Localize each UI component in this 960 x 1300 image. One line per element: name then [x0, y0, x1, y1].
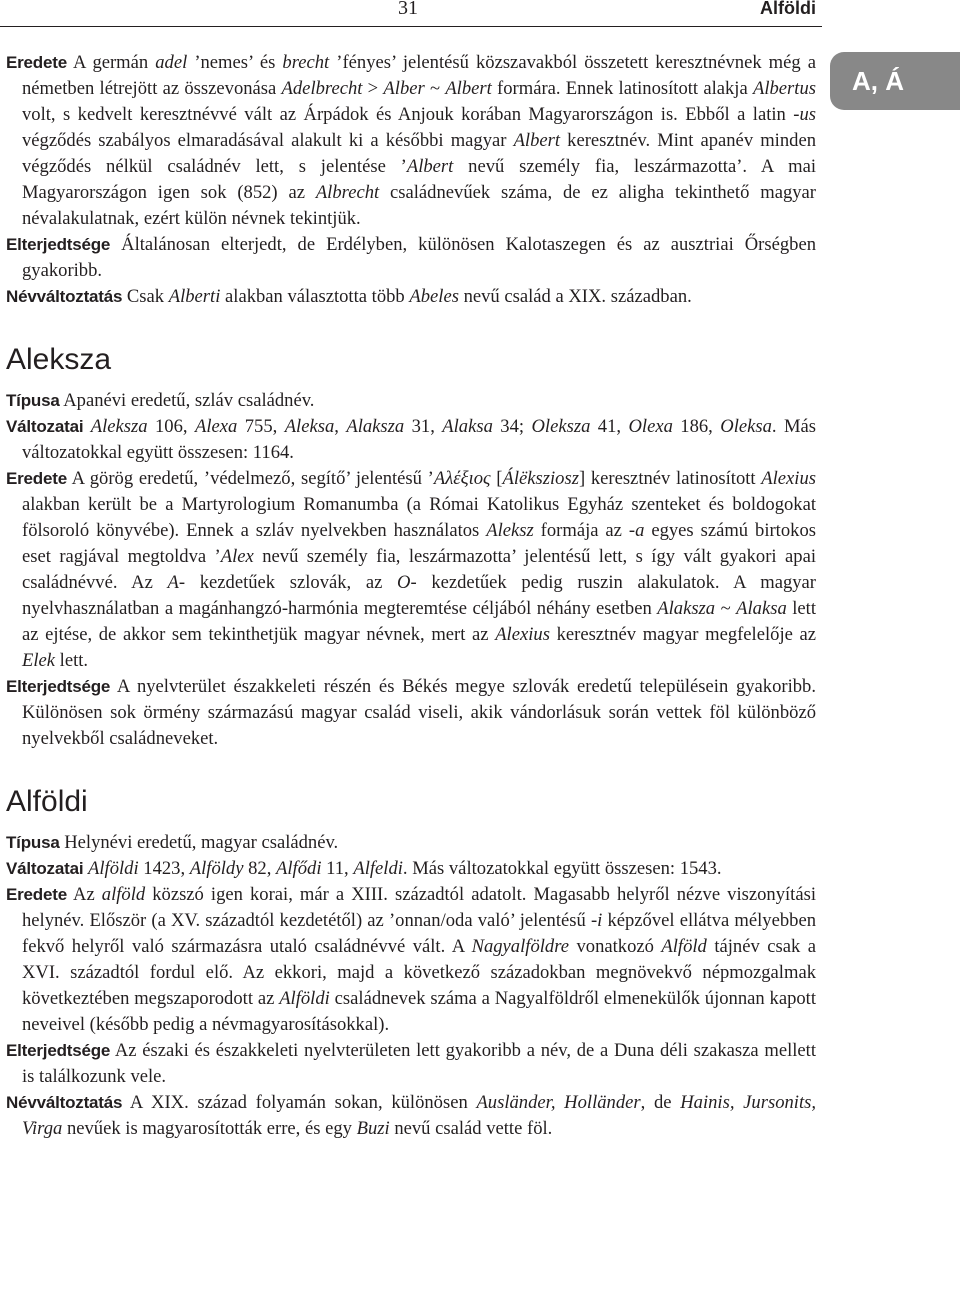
italic-term: A- [167, 572, 186, 593]
name-change-paragraph [6, 1090, 816, 1142]
italic-term: Alaksza [346, 416, 405, 437]
type-paragraph [6, 830, 816, 856]
entry-title: Aleksza [6, 343, 112, 376]
text-run: egyes számú birtokos eset ragjával megtoldva ’ [22, 520, 816, 567]
italic-term: Buzi [356, 1118, 390, 1139]
text-run: 186, [672, 416, 721, 437]
text-run: lett az ejtése, de akkor sem tekinthetjük magyar névnek, mert az [22, 598, 817, 645]
italic-term: Aleksz [486, 520, 534, 541]
text-run: vonatkozó [569, 936, 662, 957]
italic-term: adel [155, 52, 188, 73]
field-label: Névváltoztatás [6, 1093, 123, 1112]
italic-term: Alaksa [736, 598, 787, 619]
italic-term: Alföldy [189, 858, 244, 879]
italic-term: -us [793, 104, 816, 125]
text-run: kezdetűek pedig ruszin alakulatok. A magyar nyelvhasználatban a magánhangzó-harmónia megteremtése céljából néhány esetben [22, 572, 816, 619]
text-run: [ [490, 468, 503, 489]
italic-term: Aleksza [90, 416, 148, 437]
text-run: nevűek is magyarosították erre, és egy [62, 1118, 357, 1139]
text-run: nevű család vette föl. [389, 1118, 553, 1139]
text-run: nevű személy fia, leszármazotta’ jelentésű lett, s így vált gyakori apai családnévvé. Az [22, 546, 816, 593]
text-run: keresztnév magyar megfelelője az [549, 624, 817, 645]
italic-term: Alex [220, 546, 254, 567]
text-run: tájnév csak a XVI. századtól fordul elő. Az ekkori, majd a következő századokban megnövekvő népmozgalmak következtében megszaporodott az [22, 936, 816, 1009]
italic-term: Alfődi [276, 858, 322, 879]
running-head: Alföldi [760, 0, 816, 18]
text-run: A XIX. század folyamán sokan, különösen [122, 1092, 477, 1113]
field-label: Elterjedtsége [6, 1041, 111, 1060]
text-run: 34; [492, 416, 532, 437]
italic-term: Alföld [661, 936, 707, 957]
italic-term: Albert [513, 130, 561, 151]
text-run: formára. Ennek latinosított alakja [491, 78, 753, 99]
italic-term: Albrecht [315, 182, 380, 203]
distribution-paragraph [6, 1038, 816, 1090]
text-run: lett. [55, 650, 89, 671]
italic-term: Álëksziosz [502, 468, 579, 489]
type-paragraph [6, 388, 816, 414]
italic-term: Adelbrecht [281, 78, 363, 99]
italic-term: Oleksza [531, 416, 591, 437]
text-run: 11, [321, 858, 354, 879]
text-run: közszó igen korai, már a XIII. századtól adatolt. Magasabb helyről nézve viszonyítási helynév. Először (a XV. századtól kezdetétől) az ’onnan/oda való’ jelentésű [22, 884, 816, 931]
origin-paragraph [6, 50, 816, 232]
distribution-paragraph [6, 674, 816, 752]
text-run: nevű személy fia, leszármazotta’. A mai Magyarországon igen sok (852) az [22, 156, 816, 203]
italic-term: Alexa [194, 416, 238, 437]
text-run: , [334, 416, 347, 437]
field-label: Elterjedtsége [6, 677, 111, 696]
entry-aleksza [6, 342, 816, 752]
italic-term: Albert [406, 156, 454, 177]
italic-term: Nagyalföldre [471, 936, 569, 957]
italic-term: Alber [383, 78, 425, 99]
field-label: Változatai [6, 859, 84, 878]
text-run: Az [66, 884, 102, 905]
italic-term: Alberti [168, 286, 221, 307]
page-number: 31 [398, 0, 418, 19]
text-run: Az északi és északkeleti nyelvterületen lett gyakoribb a név, de a Duna déli szakasza mellett is találkozunk vele. [22, 1040, 816, 1087]
distribution-paragraph [6, 232, 816, 284]
italic-term: Albertus [752, 78, 816, 99]
text-run: . Más változatokkal együtt összesen: 1164. [22, 416, 816, 463]
italic-term: -a [628, 520, 645, 541]
text-run: alakban választotta több [220, 286, 410, 307]
italic-term: Alföldi [88, 858, 139, 879]
text-run: ~ [424, 78, 446, 99]
text-run: képzővel ellátva mélyebben fekvő helyről való származásra utaló családnévvé vált. A [22, 910, 816, 957]
text-run: végződés szabályos elmaradásával alakult ki a későbbi magyar [22, 130, 514, 151]
text-run: ’fényes’ jelentésű közszavakból összetett keresztnévnek még a németben létrejött az összevonása [22, 52, 816, 99]
entry-albert-continuation [6, 50, 816, 310]
text-run: alakban került be a Martyrologium Romanumba (a Római Katolikus Egyház szenteket és boldogokat fölsoroló könyvébe). Ennek a szláv nyelvekben használatos [22, 494, 816, 541]
entry-title: Alföldi [6, 785, 88, 818]
field-label: Eredete [6, 885, 67, 904]
italic-term: Alaksa [442, 416, 493, 437]
variants-paragraph [6, 856, 816, 882]
italic-term: Alföldi [279, 988, 330, 1009]
entry-alfoldi [6, 784, 816, 1142]
italic-term: Olexa [628, 416, 673, 437]
text-run: Csak [122, 286, 169, 307]
text-run: formája az [533, 520, 629, 541]
text-run: volt, s kedvelt keresztnévvé vált az Árpádok és Anjouk korában Magyarországon is. Ebből a latin [22, 104, 794, 125]
italic-term: Αλέξιος [433, 468, 491, 489]
italic-term: brecht [282, 52, 330, 73]
text-run: Általánosan elterjedt, de Erdélyben, különösen Kalotaszegen és az ausztriai Őrségben gyakoribb. [22, 234, 816, 281]
variants-paragraph [6, 414, 816, 466]
italic-term: Abeles [409, 286, 459, 307]
field-label: Névváltoztatás [6, 287, 123, 306]
text-run: Helynévi eredetű, magyar családnév. [59, 832, 339, 853]
text-run: 755, [237, 416, 285, 437]
alphabet-thumb-tab [830, 52, 960, 110]
text-run: . Más változatokkal együtt összesen: 1543. [402, 858, 722, 879]
text-run: ’nemes’ és [187, 52, 283, 73]
text-run [83, 416, 90, 437]
text-run: 1423, [138, 858, 190, 879]
italic-term: Albert [445, 78, 492, 99]
name-change-paragraph [6, 284, 816, 310]
italic-term: O- [397, 572, 417, 593]
field-label: Elterjedtsége [6, 235, 111, 254]
text-run: A nyelvterület északkeleti részén és Békés megye szlovák eredetű településein gyakoribb. Különösen sok örmény származású magyar család viseli, akik vándorlásuk során vettek föl különböző nyelvekből családneveket. [22, 676, 816, 749]
italic-term: Aleksa [284, 416, 335, 437]
text-run: 82, [243, 858, 277, 879]
field-label: Típusa [6, 391, 60, 410]
text-run: 31, [404, 416, 443, 437]
text-run: családnevűek száma, de ez aligha tekinthető magyar névalakulatnak, ezért külön névnek tekintjük. [22, 182, 816, 229]
text-run: A germán [66, 52, 156, 73]
italic-term: Alaksza [657, 598, 716, 619]
italic-term: Oleksa [720, 416, 772, 437]
field-label: Változatai [6, 417, 84, 436]
text-run: , de [640, 1092, 681, 1113]
italic-term: -i [590, 910, 603, 931]
text-run: ] keresztnév latinosított [578, 468, 762, 489]
italic-term: Alfeldi [353, 858, 403, 879]
text-run: ~ [715, 598, 737, 619]
field-label: Eredete [6, 469, 67, 488]
italic-term: Alexius [495, 624, 550, 645]
text-run: 106, [147, 416, 195, 437]
italic-term: Alexius [761, 468, 817, 489]
origin-paragraph [6, 882, 816, 1038]
text-run: családnevek száma a Nagyalföldről elmenekülők újonnan kapott neveivel (később pedig a névmagyarosításokkal). [22, 988, 816, 1035]
italic-term: Elek [22, 650, 56, 671]
text-run: keresztnév. Mint apanév minden végződés nélkül családnév lett, s jelentése ’ [22, 130, 816, 177]
field-label: Típusa [6, 833, 60, 852]
text-run: > [362, 78, 384, 99]
thumb-tab-label: A, Á [852, 65, 904, 96]
text-run: nevű család a XIX. században. [458, 286, 692, 307]
text-run: 41, [590, 416, 629, 437]
page-body [6, 50, 816, 1142]
origin-paragraph [6, 466, 816, 674]
italic-term: Hainis, Jursonits, Virga [22, 1092, 817, 1139]
field-label: Eredete [6, 53, 67, 72]
text-run: A görög eredetű, ’védelmező, segítő’ jelentésű ’ [66, 468, 434, 489]
text-run: Apanévi eredetű, szláv családnév. [59, 390, 315, 411]
italic-term: alföld [101, 884, 146, 905]
italic-term: Ausländer, Holländer [476, 1092, 641, 1113]
text-run: kezdetűek szlovák, az [185, 572, 398, 593]
